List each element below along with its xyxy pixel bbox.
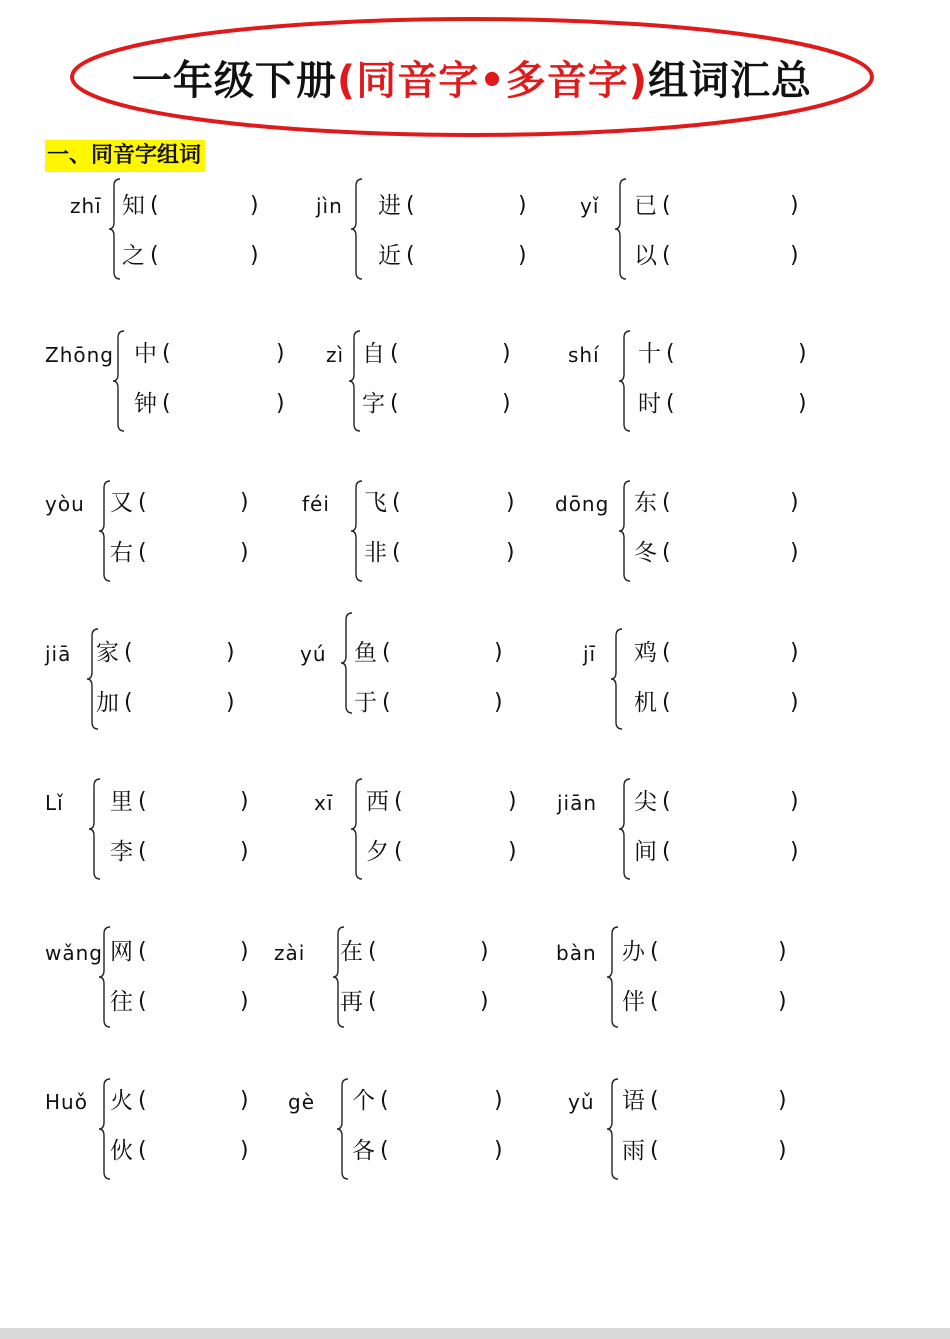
close-paren: ) bbox=[276, 391, 285, 416]
open-paren: ( bbox=[650, 1138, 659, 1163]
hanzi-char: 火 bbox=[110, 1088, 133, 1114]
open-paren: ( bbox=[666, 341, 675, 366]
curly-brace-icon bbox=[108, 178, 122, 280]
hanzi-char: 字 bbox=[362, 391, 385, 417]
curly-brace-icon bbox=[112, 330, 126, 432]
hanzi-char: 于 bbox=[354, 690, 377, 716]
pinyin-label: jiān bbox=[557, 791, 598, 815]
open-paren: ( bbox=[650, 989, 659, 1014]
pinyin-label: Zhōng bbox=[45, 343, 114, 367]
open-paren: ( bbox=[162, 391, 171, 416]
word-blank-item bbox=[340, 937, 496, 967]
close-paren: ) bbox=[790, 243, 799, 268]
hanzi-char: 夕 bbox=[366, 839, 389, 865]
hanzi-char: 雨 bbox=[622, 1138, 645, 1164]
bottom-scroll-edge bbox=[0, 1328, 950, 1339]
close-paren: ) bbox=[778, 989, 787, 1014]
hanzi-char: 非 bbox=[364, 540, 387, 566]
close-paren: ) bbox=[798, 341, 807, 366]
word-blank-item bbox=[622, 937, 794, 967]
close-paren: ) bbox=[276, 341, 285, 366]
title-part-summary: 组词汇总 bbox=[648, 57, 813, 104]
hanzi-char: 钟 bbox=[134, 391, 157, 417]
word-blank-item bbox=[122, 241, 266, 271]
word-blank-item bbox=[622, 1086, 794, 1116]
open-paren: ( bbox=[666, 391, 675, 416]
word-blank-item bbox=[110, 937, 256, 967]
hanzi-char: 各 bbox=[352, 1138, 375, 1164]
word-blank-item bbox=[340, 987, 496, 1017]
word-blank-item bbox=[634, 787, 806, 817]
word-blank-item bbox=[366, 837, 524, 867]
title-part-topic: (同音字•多音字) bbox=[336, 57, 649, 104]
word-blank-item bbox=[634, 191, 806, 221]
pinyin-label: yǐ bbox=[580, 194, 600, 218]
open-paren: ( bbox=[662, 490, 671, 515]
pinyin-label: zì bbox=[326, 343, 345, 367]
word-blank-item bbox=[634, 638, 806, 668]
word-blank-item bbox=[122, 191, 266, 221]
word-blank-item bbox=[352, 1136, 510, 1166]
close-paren: ) bbox=[790, 839, 799, 864]
hanzi-char: 知 bbox=[122, 193, 145, 219]
open-paren: ( bbox=[662, 839, 671, 864]
open-paren: ( bbox=[406, 243, 415, 268]
open-paren: ( bbox=[368, 939, 377, 964]
pinyin-label: yǔ bbox=[568, 1090, 595, 1114]
hanzi-char: 西 bbox=[366, 789, 389, 815]
close-paren: ) bbox=[240, 839, 249, 864]
curly-brace-icon bbox=[336, 1078, 350, 1180]
close-paren: ) bbox=[240, 490, 249, 515]
word-blank-item bbox=[354, 688, 510, 718]
open-paren: ( bbox=[138, 490, 147, 515]
close-paren: ) bbox=[494, 1088, 503, 1113]
hanzi-char: 语 bbox=[622, 1088, 645, 1114]
hanzi-char: 自 bbox=[362, 341, 385, 367]
close-paren: ) bbox=[508, 839, 517, 864]
hanzi-char: 十 bbox=[638, 341, 661, 367]
curly-brace-icon bbox=[618, 778, 632, 880]
curly-brace-icon bbox=[350, 480, 364, 582]
close-paren: ) bbox=[240, 939, 249, 964]
word-blank-item bbox=[110, 1136, 256, 1166]
pinyin-label: zhī bbox=[70, 194, 102, 218]
open-paren: ( bbox=[150, 243, 159, 268]
open-paren: ( bbox=[662, 640, 671, 665]
hanzi-char: 在 bbox=[340, 939, 363, 965]
open-paren: ( bbox=[138, 540, 147, 565]
open-paren: ( bbox=[124, 640, 133, 665]
hanzi-char: 伙 bbox=[110, 1138, 133, 1164]
curly-brace-icon bbox=[350, 778, 364, 880]
pinyin-label: yòu bbox=[45, 492, 85, 516]
open-paren: ( bbox=[380, 1088, 389, 1113]
open-paren: ( bbox=[138, 939, 147, 964]
word-blank-item bbox=[622, 987, 794, 1017]
open-paren: ( bbox=[662, 243, 671, 268]
pinyin-label: yú bbox=[300, 642, 327, 666]
word-blank-item bbox=[110, 987, 256, 1017]
curly-brace-icon bbox=[614, 178, 628, 280]
open-paren: ( bbox=[390, 341, 399, 366]
hanzi-char: 家 bbox=[96, 640, 119, 666]
close-paren: ) bbox=[250, 193, 259, 218]
hanzi-char: 进 bbox=[378, 193, 401, 219]
hanzi-char: 鸡 bbox=[634, 640, 657, 666]
close-paren: ) bbox=[790, 540, 799, 565]
pinyin-label: jìn bbox=[316, 194, 343, 218]
close-paren: ) bbox=[502, 391, 511, 416]
hanzi-char: 近 bbox=[378, 243, 401, 269]
hanzi-char: 中 bbox=[134, 341, 157, 367]
word-blank-item bbox=[634, 837, 806, 867]
pinyin-label: Lǐ bbox=[45, 791, 64, 815]
close-paren: ) bbox=[240, 789, 249, 814]
word-blank-item bbox=[638, 339, 814, 369]
hanzi-char: 已 bbox=[634, 193, 657, 219]
word-blank-item bbox=[96, 688, 242, 718]
hanzi-char: 伴 bbox=[622, 989, 645, 1015]
hanzi-char: 往 bbox=[110, 989, 133, 1015]
hanzi-char: 间 bbox=[634, 839, 657, 865]
curly-brace-icon bbox=[618, 480, 632, 582]
word-blank-item bbox=[364, 538, 522, 568]
word-blank-item bbox=[622, 1136, 794, 1166]
word-blank-item bbox=[134, 389, 292, 419]
close-paren: ) bbox=[240, 989, 249, 1014]
section-heading: 一、同音字组词 bbox=[45, 140, 205, 172]
close-paren: ) bbox=[494, 690, 503, 715]
hanzi-char: 网 bbox=[110, 939, 133, 965]
hanzi-char: 以 bbox=[634, 243, 657, 269]
close-paren: ) bbox=[480, 989, 489, 1014]
close-paren: ) bbox=[240, 1138, 249, 1163]
open-paren: ( bbox=[150, 193, 159, 218]
word-blank-item bbox=[354, 638, 510, 668]
open-paren: ( bbox=[662, 789, 671, 814]
word-blank-item bbox=[134, 339, 292, 369]
word-blank-item bbox=[378, 241, 534, 271]
open-paren: ( bbox=[650, 939, 659, 964]
close-paren: ) bbox=[518, 193, 527, 218]
pinyin-label: zài bbox=[274, 941, 306, 965]
close-paren: ) bbox=[790, 690, 799, 715]
close-paren: ) bbox=[240, 1088, 249, 1113]
open-paren: ( bbox=[394, 839, 403, 864]
hanzi-char: 又 bbox=[110, 490, 133, 516]
open-paren: ( bbox=[124, 690, 133, 715]
hanzi-char: 机 bbox=[634, 690, 657, 716]
curly-brace-icon bbox=[606, 1078, 620, 1180]
hanzi-char: 冬 bbox=[634, 540, 657, 566]
pinyin-label: Huǒ bbox=[45, 1090, 88, 1114]
close-paren: ) bbox=[506, 540, 515, 565]
open-paren: ( bbox=[138, 789, 147, 814]
hanzi-char: 里 bbox=[110, 789, 133, 815]
open-paren: ( bbox=[138, 1138, 147, 1163]
pinyin-label: jiā bbox=[45, 642, 72, 666]
hanzi-char: 飞 bbox=[364, 490, 387, 516]
title-banner bbox=[68, 14, 876, 140]
open-paren: ( bbox=[368, 989, 377, 1014]
open-paren: ( bbox=[162, 341, 171, 366]
word-blank-item bbox=[638, 389, 814, 419]
word-blank-item bbox=[634, 488, 806, 518]
close-paren: ) bbox=[790, 789, 799, 814]
pinyin-label: shí bbox=[568, 343, 600, 367]
pinyin-label: wǎng bbox=[45, 941, 103, 965]
open-paren: ( bbox=[382, 640, 391, 665]
word-blank-item bbox=[378, 191, 534, 221]
word-blank-item bbox=[110, 837, 256, 867]
word-blank-item bbox=[634, 538, 806, 568]
close-paren: ) bbox=[798, 391, 807, 416]
close-paren: ) bbox=[790, 640, 799, 665]
close-paren: ) bbox=[240, 540, 249, 565]
open-paren: ( bbox=[392, 540, 401, 565]
close-paren: ) bbox=[778, 1138, 787, 1163]
hanzi-char: 办 bbox=[622, 939, 645, 965]
open-paren: ( bbox=[138, 989, 147, 1014]
hanzi-char: 尖 bbox=[634, 789, 657, 815]
hanzi-char: 加 bbox=[96, 690, 119, 716]
word-blank-item bbox=[110, 538, 256, 568]
page-title bbox=[68, 14, 876, 140]
word-blank-item bbox=[366, 787, 524, 817]
close-paren: ) bbox=[226, 690, 235, 715]
close-paren: ) bbox=[508, 789, 517, 814]
open-paren: ( bbox=[382, 690, 391, 715]
close-paren: ) bbox=[778, 939, 787, 964]
pinyin-label: féi bbox=[302, 492, 330, 516]
hanzi-char: 东 bbox=[634, 490, 657, 516]
curly-brace-icon bbox=[88, 778, 102, 880]
close-paren: ) bbox=[778, 1088, 787, 1113]
close-paren: ) bbox=[506, 490, 515, 515]
word-blank-item bbox=[634, 688, 806, 718]
curly-brace-icon bbox=[350, 178, 364, 280]
close-paren: ) bbox=[518, 243, 527, 268]
open-paren: ( bbox=[662, 690, 671, 715]
close-paren: ) bbox=[790, 490, 799, 515]
title-part-grade: 一年级下册 bbox=[131, 57, 337, 104]
open-paren: ( bbox=[650, 1088, 659, 1113]
open-paren: ( bbox=[138, 1088, 147, 1113]
open-paren: ( bbox=[138, 839, 147, 864]
word-blank-item bbox=[634, 241, 806, 271]
hanzi-char: 再 bbox=[340, 989, 363, 1015]
hanzi-char: 鱼 bbox=[354, 640, 377, 666]
close-paren: ) bbox=[226, 640, 235, 665]
hanzi-char: 右 bbox=[110, 540, 133, 566]
word-blank-item bbox=[362, 339, 518, 369]
curly-brace-icon bbox=[606, 926, 620, 1028]
hanzi-char: 个 bbox=[352, 1088, 375, 1114]
close-paren: ) bbox=[790, 193, 799, 218]
pinyin-label: bàn bbox=[556, 941, 597, 965]
open-paren: ( bbox=[390, 391, 399, 416]
pinyin-label: jī bbox=[583, 642, 597, 666]
open-paren: ( bbox=[406, 193, 415, 218]
hanzi-char: 李 bbox=[110, 839, 133, 865]
word-blank-item bbox=[110, 488, 256, 518]
word-blank-item bbox=[352, 1086, 510, 1116]
curly-brace-icon bbox=[348, 330, 362, 432]
open-paren: ( bbox=[662, 540, 671, 565]
pinyin-label: xī bbox=[314, 791, 334, 815]
word-blank-item bbox=[110, 1086, 256, 1116]
close-paren: ) bbox=[250, 243, 259, 268]
close-paren: ) bbox=[494, 640, 503, 665]
word-blank-item bbox=[110, 787, 256, 817]
open-paren: ( bbox=[394, 789, 403, 814]
pinyin-label: gè bbox=[288, 1090, 315, 1114]
curly-brace-icon bbox=[610, 628, 624, 730]
close-paren: ) bbox=[480, 939, 489, 964]
open-paren: ( bbox=[392, 490, 401, 515]
word-blank-item bbox=[96, 638, 242, 668]
curly-brace-icon bbox=[340, 612, 354, 714]
word-blank-item bbox=[364, 488, 522, 518]
hanzi-char: 之 bbox=[122, 243, 145, 269]
open-paren: ( bbox=[662, 193, 671, 218]
word-blank-item bbox=[362, 389, 518, 419]
hanzi-char: 时 bbox=[638, 391, 661, 417]
pinyin-label: dōng bbox=[555, 492, 610, 516]
close-paren: ) bbox=[494, 1138, 503, 1163]
close-paren: ) bbox=[502, 341, 511, 366]
open-paren: ( bbox=[380, 1138, 389, 1163]
curly-brace-icon bbox=[618, 330, 632, 432]
